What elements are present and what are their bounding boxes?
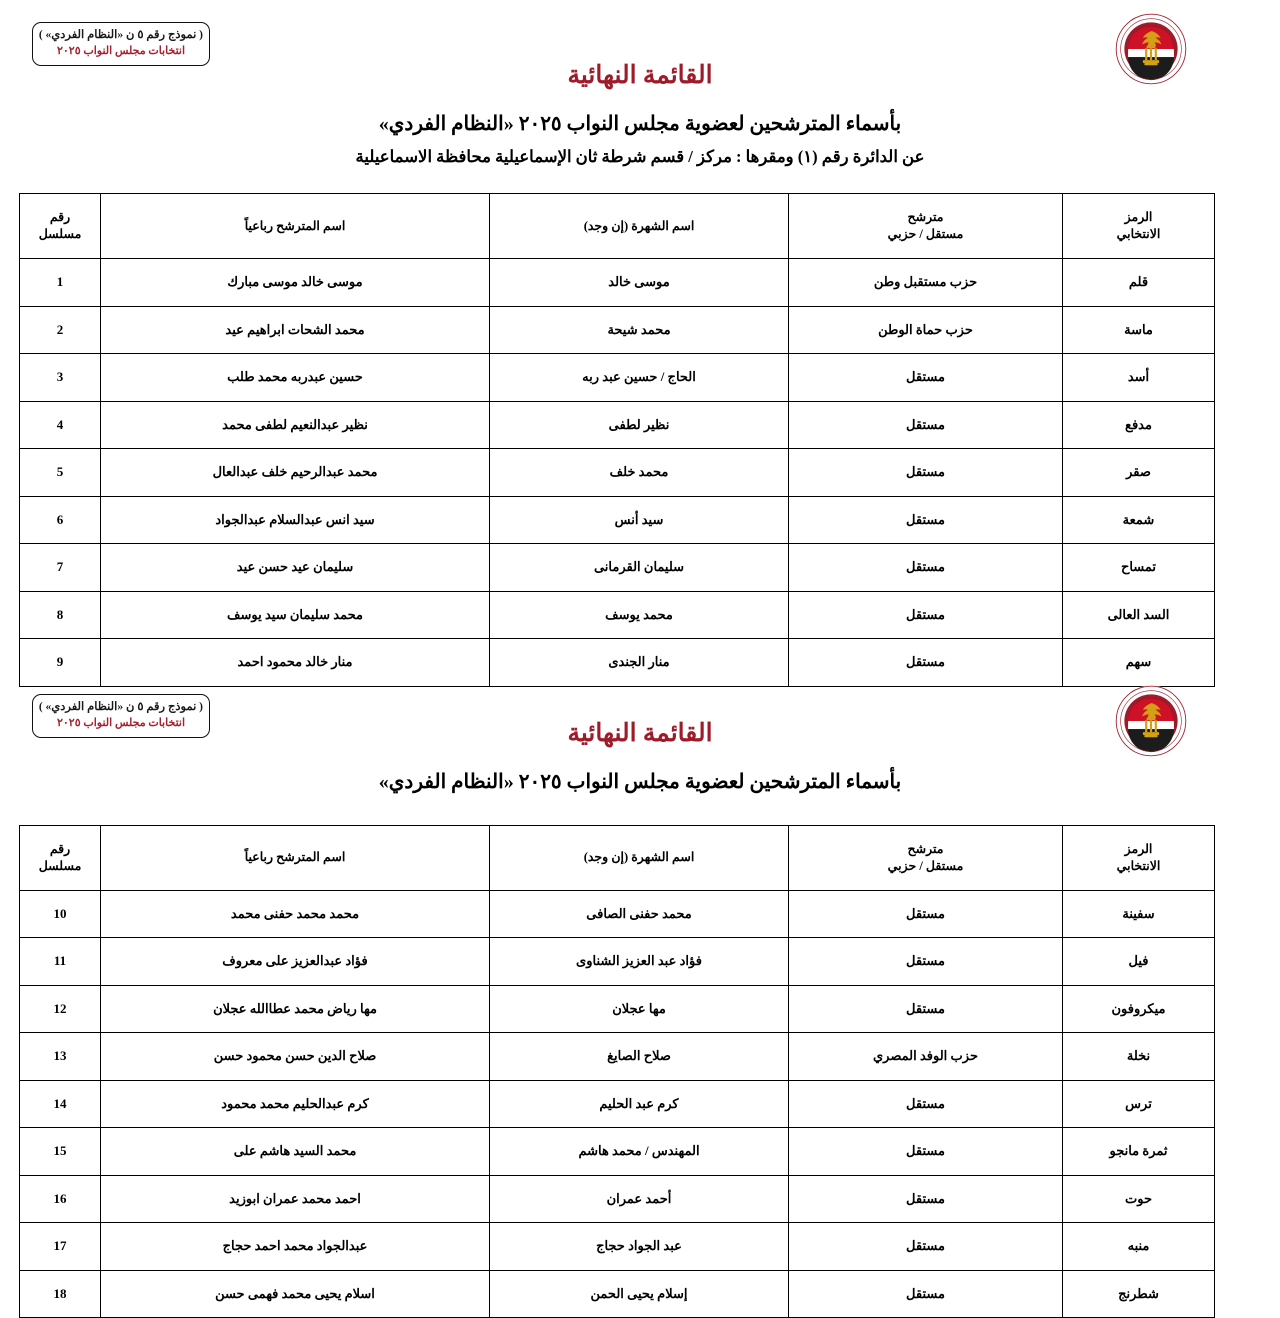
cell-symbol: فيل (1063, 938, 1215, 986)
cell-nickname: موسى خالد (490, 259, 789, 307)
table-header-row (20, 825, 1215, 890)
cell-serial: 12 (20, 985, 101, 1033)
table-row (20, 306, 1215, 354)
cell-fullname: سيد انس عبدالسلام عبدالجواد (101, 496, 490, 544)
cell-serial: 8 (20, 591, 101, 639)
cell-symbol: مدفع (1063, 401, 1215, 449)
cell-party: مستقل (789, 938, 1063, 986)
cell-nickname: منار الجندى (490, 639, 789, 687)
cell-party: مستقل (789, 639, 1063, 687)
cell-symbol: أسد (1063, 354, 1215, 402)
cell-symbol: سفينة (1063, 890, 1215, 938)
column-header-party: مترشح مستقل / حزبي (789, 194, 1063, 259)
cell-serial: 11 (20, 938, 101, 986)
cell-symbol: حوت (1063, 1175, 1215, 1223)
cell-fullname: محمد محمد حفنى محمد (101, 890, 490, 938)
page-subtitle: بأسماء المترشحين لعضوية مجلس النواب ٢٠٢٥ «النظام الفردي» (0, 112, 1280, 137)
page-title: القائمة النهائية (0, 0, 1280, 90)
cell-nickname: كرم عبد الحليم (490, 1080, 789, 1128)
cell-symbol: منبه (1063, 1223, 1215, 1271)
cell-fullname: محمد عبدالرحيم خلف عبدالعال (101, 449, 490, 497)
cell-party: مستقل (789, 591, 1063, 639)
cell-fullname: فؤاد عبدالعزيز على معروف (101, 938, 490, 986)
table-row (20, 1080, 1215, 1128)
cell-symbol: نخلة (1063, 1033, 1215, 1081)
cell-nickname: أحمد عمران (490, 1175, 789, 1223)
cell-symbol: شطرنج (1063, 1270, 1215, 1318)
cell-serial: 16 (20, 1175, 101, 1223)
column-header-symbol: الرمز الانتخابي (1063, 825, 1215, 890)
cell-serial: 10 (20, 890, 101, 938)
cell-fullname: محمد السيد هاشم على (101, 1128, 490, 1176)
cell-party: مستقل (789, 401, 1063, 449)
cell-fullname: اسلام يحيى محمد فهمى حسن (101, 1270, 490, 1318)
cell-fullname: سليمان عيد حسن عيد (101, 544, 490, 592)
cell-fullname: منار خالد محمود احمد (101, 639, 490, 687)
candidates-table-2 (19, 825, 1215, 1318)
candidates-table-wrapper-1 (65, 193, 1215, 687)
table-row (20, 449, 1215, 497)
table-header-row (20, 194, 1215, 259)
cell-serial: 9 (20, 639, 101, 687)
election-name-line-2: انتخابات مجلس النواب ٢٠٢٥ (39, 716, 203, 732)
cell-party: مستقل (789, 890, 1063, 938)
cell-symbol: السد العالى (1063, 591, 1215, 639)
table-row (20, 1223, 1215, 1271)
cell-serial: 17 (20, 1223, 101, 1271)
column-header-nickname: اسم الشهرة (إن وجد) (490, 194, 789, 259)
cell-serial: 14 (20, 1080, 101, 1128)
table-row (20, 938, 1215, 986)
document-page-2 (0, 672, 1280, 1272)
cell-fullname: موسى خالد موسى مبارك (101, 259, 490, 307)
cell-party: حزب الوفد المصري (789, 1033, 1063, 1081)
cell-symbol: قلم (1063, 259, 1215, 307)
cell-symbol: ترس (1063, 1080, 1215, 1128)
table-row (20, 890, 1215, 938)
candidates-table-1 (19, 193, 1215, 687)
cell-fullname: حسين عبدربه محمد طلب (101, 354, 490, 402)
cell-nickname: المهندس / محمد هاشم (490, 1128, 789, 1176)
cell-symbol: ماسة (1063, 306, 1215, 354)
cell-symbol: سهم (1063, 639, 1215, 687)
cell-serial: 13 (20, 1033, 101, 1081)
cell-party: حزب مستقبل وطن (789, 259, 1063, 307)
cell-party: مستقل (789, 1080, 1063, 1128)
cell-nickname: إسلام يحيى الحمن (490, 1270, 789, 1318)
cell-symbol: تمساح (1063, 544, 1215, 592)
cell-nickname: محمد حفنى الصافى (490, 890, 789, 938)
table-row (20, 496, 1215, 544)
candidates-table-body-2 (20, 890, 1215, 1318)
table-row (20, 1033, 1215, 1081)
column-header-symbol: الرمز الانتخابي (1063, 194, 1215, 259)
cell-nickname: الحاج / حسين عبد ربه (490, 354, 789, 402)
cell-serial: 7 (20, 544, 101, 592)
cell-nickname: سيد أنس (490, 496, 789, 544)
table-row (20, 591, 1215, 639)
cell-serial: 4 (20, 401, 101, 449)
cell-fullname: محمد سليمان سيد يوسف (101, 591, 490, 639)
election-name-line: انتخابات مجلس النواب ٢٠٢٥ (39, 44, 203, 60)
column-header-serial: رقم مسلسل (20, 194, 101, 259)
cell-nickname: محمد يوسف (490, 591, 789, 639)
cell-party: مستقل (789, 449, 1063, 497)
table-row (20, 1128, 1215, 1176)
column-header-fullname: اسم المترشح رباعياً (101, 194, 490, 259)
cell-fullname: احمد محمد عمران ابوزيد (101, 1175, 490, 1223)
cell-party: مستقل (789, 496, 1063, 544)
page-subtitle-2: بأسماء المترشحين لعضوية مجلس النواب ٢٠٢٥ «النظام الفردي» (0, 770, 1280, 795)
table-row (20, 1175, 1215, 1223)
column-header-serial: رقم مسلسل (20, 825, 101, 890)
cell-party: مستقل (789, 1128, 1063, 1176)
cell-party: مستقل (789, 544, 1063, 592)
cell-nickname: صلاح الصايغ (490, 1033, 789, 1081)
cell-party: مستقل (789, 1223, 1063, 1271)
form-number-line-2: ( نموذج رقم ٥ ن «النظام الفردي» ) (39, 699, 203, 716)
cell-symbol: ميكروفون (1063, 985, 1215, 1033)
cell-serial: 2 (20, 306, 101, 354)
form-number-box (32, 22, 210, 66)
nea-egypt-emblem-icon-2 (1114, 684, 1188, 758)
table-row (20, 1270, 1215, 1318)
cell-fullname: عبدالجواد محمد احمد حجاج (101, 1223, 490, 1271)
cell-fullname: مها رياض محمد عطاالله عجلان (101, 985, 490, 1033)
cell-nickname: محمد خلف (490, 449, 789, 497)
form-number-box-2 (32, 694, 210, 738)
nea-egypt-emblem-icon (1114, 12, 1188, 86)
cell-nickname: عبد الجواد حجاج (490, 1223, 789, 1271)
table-row (20, 544, 1215, 592)
cell-serial: 15 (20, 1128, 101, 1176)
cell-serial: 3 (20, 354, 101, 402)
cell-nickname: سليمان القرمانى (490, 544, 789, 592)
cell-party: مستقل (789, 985, 1063, 1033)
form-number-line: ( نموذج رقم ٥ ن «النظام الفردي» ) (39, 27, 203, 44)
cell-party: حزب حماة الوطن (789, 306, 1063, 354)
cell-party: مستقل (789, 1270, 1063, 1318)
cell-party: مستقل (789, 1175, 1063, 1223)
cell-fullname: كرم عبدالحليم محمد محمود (101, 1080, 490, 1128)
cell-fullname: نظير عبدالنعيم لطفى محمد (101, 401, 490, 449)
table-row (20, 259, 1215, 307)
district-line: عن الدائرة رقم (١) ومقرها : مركز / قسم شرطة ثان الإسماعيلية محافظة الاسماعيلية (0, 147, 1280, 168)
cell-fullname: محمد الشحات ابراهيم عيد (101, 306, 490, 354)
candidates-table-body-1 (20, 259, 1215, 687)
candidates-table-wrapper-2 (65, 825, 1215, 1318)
cell-symbol: ثمرة مانجو (1063, 1128, 1215, 1176)
cell-serial: 6 (20, 496, 101, 544)
cell-nickname: نظير لطفى (490, 401, 789, 449)
cell-symbol: صقر (1063, 449, 1215, 497)
cell-symbol: شمعة (1063, 496, 1215, 544)
cell-serial: 1 (20, 259, 101, 307)
cell-nickname: محمد شيحة (490, 306, 789, 354)
page-title-2: القائمة النهائية (0, 672, 1280, 748)
column-header-nickname: اسم الشهرة (إن وجد) (490, 825, 789, 890)
table-row (20, 401, 1215, 449)
cell-fullname: صلاح الدين حسن محمود حسن (101, 1033, 490, 1081)
column-header-fullname: اسم المترشح رباعياً (101, 825, 490, 890)
cell-nickname: مها عجلان (490, 985, 789, 1033)
cell-party: مستقل (789, 354, 1063, 402)
table-row (20, 354, 1215, 402)
column-header-party: مترشح مستقل / حزبي (789, 825, 1063, 890)
cell-serial: 18 (20, 1270, 101, 1318)
table-row (20, 985, 1215, 1033)
cell-nickname: فؤاد عبد العزيز الشناوى (490, 938, 789, 986)
cell-serial: 5 (20, 449, 101, 497)
